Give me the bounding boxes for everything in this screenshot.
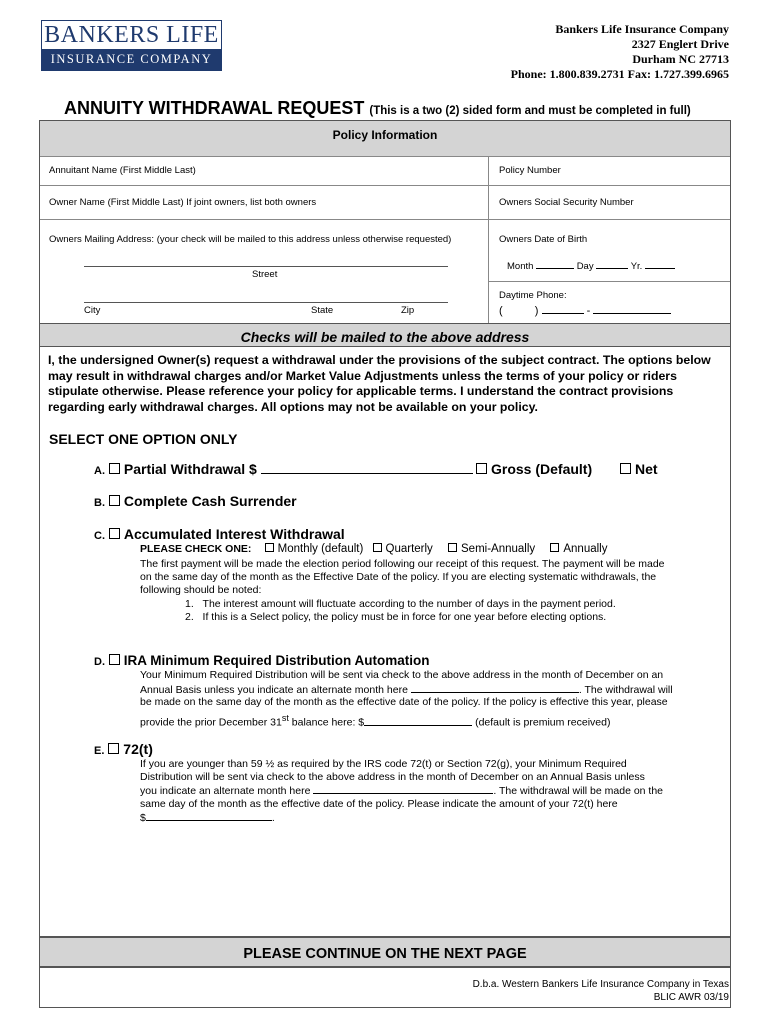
phone-open-paren: (	[499, 305, 503, 317]
net-label: Net	[635, 461, 658, 477]
month-label: Month	[507, 261, 534, 272]
year-input[interactable]	[645, 259, 675, 269]
option-d-label: IRA Minimum Required Distribution Automation	[123, 653, 430, 668]
form-body	[39, 120, 731, 1008]
footer-form-id: BLIC AWR 03/19	[653, 992, 729, 1003]
select-one-heading: SELECT ONE OPTION ONLY	[49, 431, 238, 447]
option-a-letter: A.	[94, 465, 105, 477]
owner-ssn-label: Owners Social Security Number	[499, 197, 634, 208]
partial-amount-input[interactable]	[261, 462, 473, 474]
continue-banner: PLEASE CONTINUE ON THE NEXT PAGE	[40, 936, 730, 968]
policy-number-label: Policy Number	[499, 165, 561, 176]
option-e-label: 72(t)	[123, 741, 153, 757]
option-e-text-3a: you indicate an alternate month here	[140, 785, 311, 797]
divider	[488, 157, 489, 323]
state-label: State	[311, 305, 334, 316]
freq-annually-checkbox[interactable]	[550, 543, 559, 552]
owner-name-label: Owner Name (First Middle Last) If joint owners, list both owners	[49, 197, 317, 208]
checks-mailed-banner: Checks will be mailed to the above address	[40, 323, 730, 347]
option-d-text-1: Your Minimum Required Distribution will be sent via check to the above address in the month of December on an	[140, 669, 664, 681]
option-b-letter: B.	[94, 497, 105, 509]
city-state-zip-line[interactable]	[84, 302, 448, 303]
phone-prefix-input[interactable]	[542, 304, 584, 314]
check-one-label: PLEASE CHECK ONE:	[140, 543, 252, 555]
option-a-label: Partial Withdrawal $	[123, 461, 257, 477]
option-e-text-4: same day of the month as the effective date of the policy. Please indicate the amount of your 72(t) here	[140, 798, 618, 810]
option-d-text-4c: (default is premium received)	[475, 716, 611, 729]
option-a-checkbox[interactable]	[109, 463, 120, 474]
option-e-text-1: If you are younger than 59 ½ as required by the IRS code 72(t) or Section 72(g), your Minimum Required	[140, 758, 627, 770]
option-e-text-5a: $	[140, 812, 146, 824]
option-c-note-2	[185, 611, 606, 625]
option-e-checkbox[interactable]	[108, 743, 119, 754]
logo-line-2: INSURANCE COMPANY	[42, 49, 221, 70]
frequency-choices	[140, 543, 607, 557]
dob-fields	[507, 259, 675, 272]
option-b	[94, 493, 297, 509]
freq-semi-annually-checkbox[interactable]	[448, 543, 457, 552]
option-d-text-4	[140, 712, 610, 730]
gross-option[interactable]	[476, 461, 592, 477]
zip-label: Zip	[401, 305, 415, 316]
freq-monthly-checkbox[interactable]	[265, 543, 274, 552]
form-title	[64, 98, 691, 119]
option-e-text-5b: .	[271, 812, 275, 824]
freq-monthly-label: Monthly (default)	[277, 543, 364, 555]
option-d-text-3: be made on the same day of the month as the effective date of the policy. If the policy is effective this year, please	[140, 696, 668, 708]
option-d-sup: st	[281, 713, 289, 723]
prior-balance-input[interactable]	[364, 716, 472, 726]
company-phone-fax: Phone: 1.800.839.2731 Fax: 1.727.399.6965	[510, 67, 729, 81]
note-2-number: 2.	[185, 611, 194, 623]
street-label: Street	[252, 269, 278, 280]
phone-line-input[interactable]	[593, 304, 671, 314]
freq-semi-annually[interactable]	[448, 543, 535, 555]
form-title-main: ANNUITY WITHDRAWAL REQUEST	[64, 98, 365, 118]
gross-label: Gross (Default)	[491, 461, 593, 477]
option-e	[94, 741, 153, 757]
option-a	[94, 461, 473, 477]
option-c-letter: C.	[94, 530, 105, 542]
option-e-text-2: Distribution will be sent via check to the above address in the month of December on an Annual Basis unless	[140, 771, 645, 783]
day-input[interactable]	[596, 259, 628, 269]
ira-alternate-month-input[interactable]	[411, 683, 579, 693]
freq-annually-label: Annually	[563, 543, 608, 555]
company-street: 2327 Englert Drive	[631, 37, 729, 51]
footer-dba: D.b.a. Western Bankers Life Insurance Company in Texas	[472, 979, 729, 990]
city-label: City	[84, 305, 101, 316]
option-c-text-2: on the same day of the month as the Effective Date of the policy. If you are electing systematic withdrawals, the	[140, 571, 657, 583]
option-e-text-5	[140, 811, 275, 826]
freq-annually[interactable]	[550, 543, 607, 555]
phone-dash: -	[586, 305, 591, 317]
dob-label: Owners Date of Birth	[499, 234, 588, 245]
mailing-address-label: Owners Mailing Address: (your check will be mailed to this address unless otherwise requested)	[49, 234, 452, 245]
freq-quarterly-label: Quarterly	[385, 543, 433, 555]
option-b-checkbox[interactable]	[109, 495, 120, 506]
option-d-text-4b: balance here: $	[288, 716, 365, 729]
72t-alternate-month-input[interactable]	[313, 784, 493, 794]
area-code-input[interactable]	[506, 304, 532, 314]
month-input[interactable]	[536, 259, 574, 269]
freq-quarterly[interactable]	[373, 543, 433, 555]
option-d-text-4a: provide the prior December 31	[140, 716, 282, 729]
72t-amount-input[interactable]	[146, 811, 272, 821]
option-d-checkbox[interactable]	[109, 654, 120, 665]
divider	[40, 219, 730, 220]
yr-label: Yr.	[630, 261, 643, 272]
street-line[interactable]	[84, 266, 448, 267]
daytime-phone-label: Daytime Phone:	[499, 290, 567, 301]
freq-quarterly-checkbox[interactable]	[373, 543, 382, 552]
divider	[488, 281, 730, 282]
option-e-text-3	[140, 784, 663, 799]
policy-info-header: Policy Information	[40, 121, 730, 157]
form-title-note: (This is a two (2) sided form and must be completed in full)	[369, 105, 691, 117]
option-d	[94, 653, 430, 668]
intro-paragraph: I, the undersigned Owner(s) request a withdrawal under the provisions of the subject contract. The options below may result in withdrawal charges and/or Market Value Adjustments unless the terms of your policy or riders stipulate otherwise. Please reference your policy for applicable terms. I understand the contract provisions regarding early withdrawal charges. All options may not be available on your policy.	[48, 353, 711, 414]
option-e-letter: E.	[94, 745, 105, 757]
company-name: Bankers Life Insurance Company	[555, 22, 729, 36]
divider	[40, 185, 730, 186]
option-e-text-3b: . The withdrawal will be made on the	[493, 785, 664, 797]
option-d-text-2a: Annual Basis unless you indicate an alternate month here	[140, 684, 408, 696]
freq-semi-annually-label: Semi-Annually	[461, 543, 536, 555]
option-b-label: Complete Cash Surrender	[123, 493, 297, 509]
net-option[interactable]	[620, 461, 658, 477]
option-c-label: Accumulated Interest Withdrawal	[123, 526, 345, 542]
note-2-text: If this is a Select policy, the policy must be in force for one year before electing options.	[202, 611, 607, 623]
option-d-letter: D.	[94, 656, 105, 668]
net-checkbox[interactable]	[620, 463, 631, 474]
freq-monthly[interactable]	[265, 543, 364, 555]
option-c-checkbox[interactable]	[109, 528, 120, 539]
gross-checkbox[interactable]	[476, 463, 487, 474]
logo-line-1: BANKERS LIFE	[42, 21, 221, 49]
annuitant-name-label: Annuitant Name (First Middle Last)	[49, 165, 196, 176]
note-1-number: 1.	[185, 598, 194, 610]
option-c-note-1	[185, 598, 616, 612]
option-c-text-1: The first payment will be made the election period following our receipt of this request. The payment will be made	[140, 558, 665, 570]
phone-close-paren: )	[534, 305, 539, 317]
daytime-phone-field[interactable]	[499, 304, 671, 317]
company-city: Durham NC 27713	[632, 52, 729, 66]
option-d-text-2b: . The withdrawal will	[578, 684, 673, 696]
option-c-text-3: following should be noted:	[140, 584, 262, 596]
option-c	[94, 526, 345, 542]
note-1-text: The interest amount will fluctuate according to the number of days in the payment period.	[202, 598, 616, 610]
day-label: Day	[576, 261, 594, 272]
company-logo	[41, 20, 222, 71]
